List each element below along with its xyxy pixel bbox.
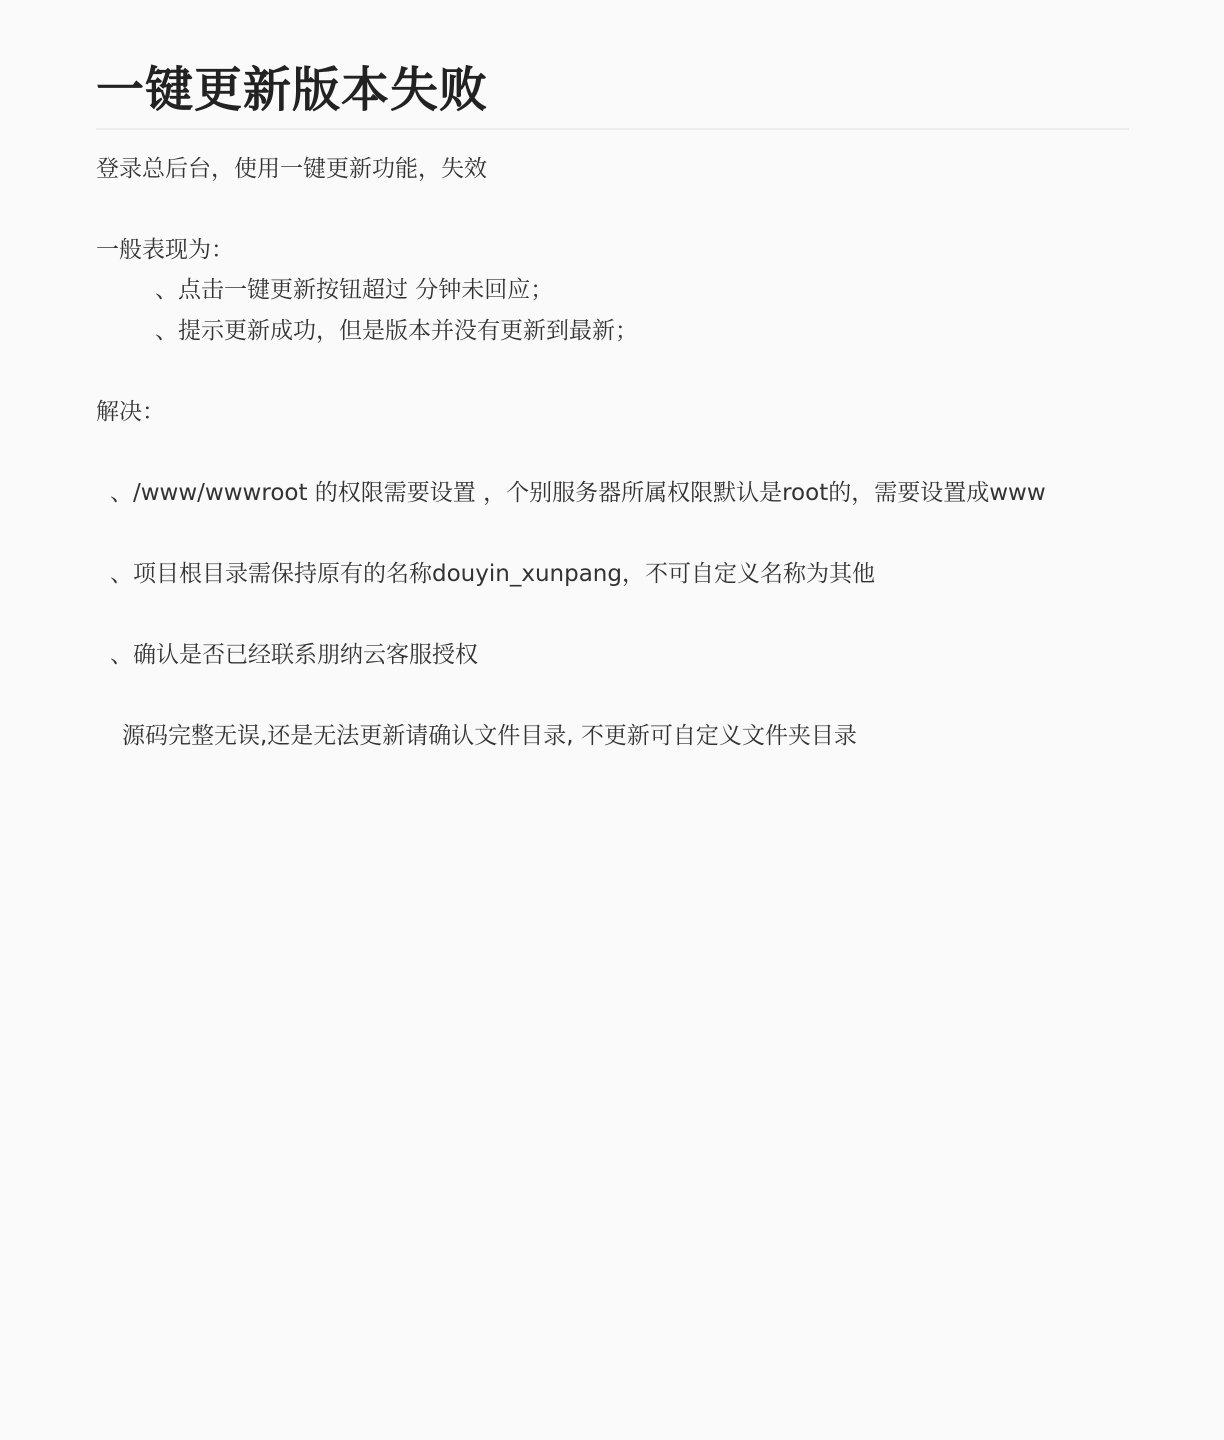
solution-item: 、确认是否已经联系朋纳云客服授权 xyxy=(110,642,478,668)
article xyxy=(96,0,1129,130)
solution-item: 、项目根目录需保持原有的名称douyin_xunpang，不可自定义名称为其他 xyxy=(110,561,875,587)
symptom-item: 、提示更新成功，但是版本并没有更新到最新； xyxy=(155,318,638,344)
solution-heading: 解决： xyxy=(96,399,165,425)
symptoms-heading: 一般表现为： xyxy=(96,237,234,263)
solution-item: 、/www/wwwroot 的权限需要设置 ，个别服务器所属权限默认是root的，需要设置成www xyxy=(110,480,1046,506)
intro-text: 登录总后台，使用一键更新功能，失效 xyxy=(96,156,487,182)
page-title: 一键更新版本失败 xyxy=(96,0,1129,130)
solution-note: 源码完整无误,还是无法更新请确认文件目录, 不更新可自定义文件夹目录 xyxy=(122,723,857,749)
symptom-item: 、点击一键更新按钮超过 分钟未回应； xyxy=(155,277,554,303)
